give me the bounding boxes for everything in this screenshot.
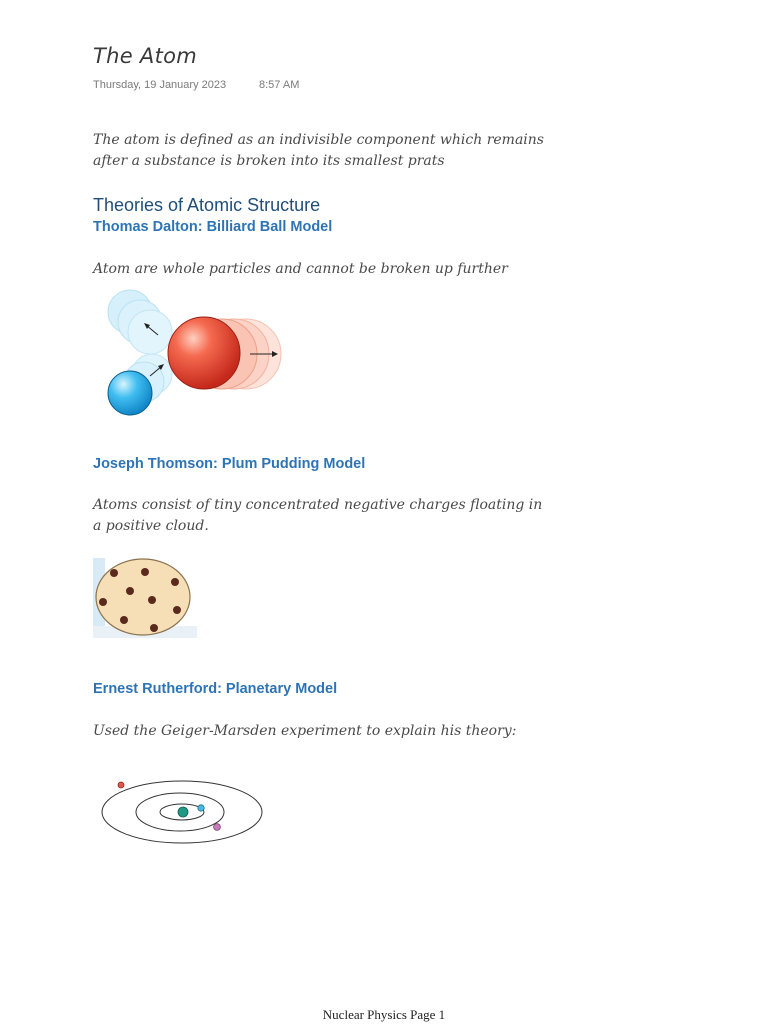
thomson-line-2: a positive cloud. bbox=[93, 518, 209, 534]
rutherford-heading: Ernest Rutherford: Planetary Model bbox=[93, 681, 338, 697]
intro-line-1: The atom is defined as an indivisible component which remains bbox=[93, 132, 544, 148]
thomson-text bbox=[93, 495, 542, 537]
page-time: 8:57 AM bbox=[259, 79, 300, 91]
section-heading: Theories of Atomic Structure bbox=[93, 195, 321, 215]
intro-line-2: after a substance is broken into its smallest prats bbox=[93, 153, 445, 169]
page-title: The Atom bbox=[93, 44, 198, 68]
plum-pudding-model-image bbox=[93, 558, 199, 638]
page-date: Thursday, 19 January 2023 bbox=[93, 79, 227, 91]
page-footer: Nuclear Physics Page 1 bbox=[322, 1007, 446, 1022]
planetary-model-image bbox=[100, 776, 266, 848]
thomson-line-1: Atoms consist of tiny concentrated negative charges floating in bbox=[93, 497, 543, 513]
dalton-text: Atom are whole particles and cannot be broken up further bbox=[93, 261, 508, 277]
dalton-heading: Thomas Dalton: Billiard Ball Model bbox=[93, 219, 333, 235]
rutherford-text: Used the Geiger-Marsden experiment to explain his theory: bbox=[93, 723, 517, 739]
billiard-ball-model-image bbox=[100, 288, 290, 416]
intro-text bbox=[93, 130, 544, 172]
thomson-heading: Joseph Thomson: Plum Pudding Model bbox=[93, 456, 366, 472]
